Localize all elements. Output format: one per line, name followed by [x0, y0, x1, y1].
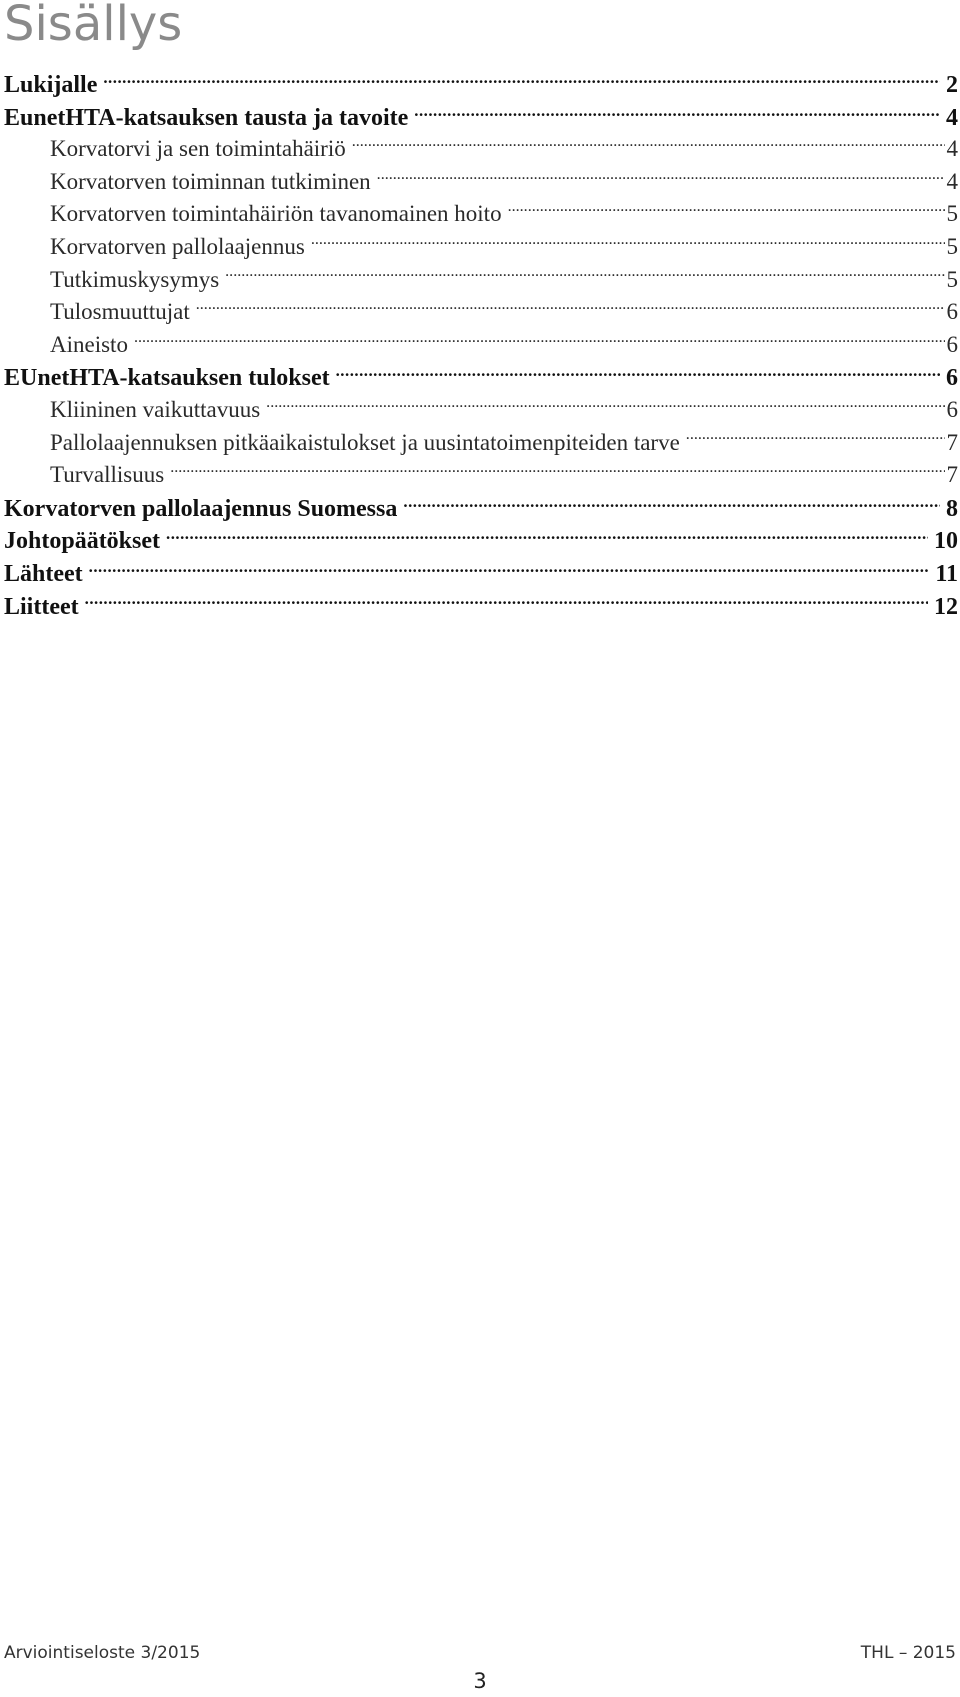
toc-dot-leader	[266, 394, 944, 417]
toc-subentry[interactable]	[4, 329, 958, 362]
toc-entry-label: Pallolaajennuksen pitkäaikaistulokset ja uusintatoimenpiteiden tarve	[50, 429, 680, 455]
toc-entry[interactable]	[4, 557, 958, 590]
toc-entry[interactable]	[4, 590, 958, 623]
toc-entry-page: 10	[934, 528, 958, 555]
toc-entry-page: 4	[946, 136, 958, 162]
toc-entry-label: Korvatorvi ja sen toimintahäiriö	[50, 136, 346, 162]
toc-entry-page: 6	[946, 331, 958, 357]
toc-subentry[interactable]	[4, 264, 958, 297]
toc-subentry[interactable]	[4, 198, 958, 231]
toc-entry-page: 4	[946, 104, 958, 131]
toc-dot-leader	[103, 68, 940, 92]
toc-subentry[interactable]	[4, 231, 958, 264]
toc-entry[interactable]	[4, 101, 958, 134]
toc-entry-label: Korvatorven toimintahäiriön tavanomainen hoito	[50, 201, 502, 227]
toc-entry-page: 7	[946, 462, 958, 488]
toc-entry-page: 2	[946, 72, 958, 98]
toc-entry[interactable]	[4, 68, 958, 101]
toc-entry-label: Lukijalle	[4, 72, 98, 98]
toc-entry-label: Turvallisuus	[50, 462, 165, 488]
toc-entry-page: 5	[946, 233, 958, 259]
toc-subentry[interactable]	[4, 133, 958, 166]
toc-entry-label: Liitteet	[4, 593, 79, 620]
toc-entry-label: Lähteet	[4, 560, 83, 587]
toc-dot-leader	[225, 264, 944, 287]
toc-entry-label: Korvatorven pallolaajennus Suomessa	[4, 495, 398, 522]
toc-entry-label: Kliininen vaikuttavuus	[50, 396, 261, 422]
toc-dot-leader	[85, 590, 928, 614]
toc-entry-label: EUnetHTA-katsauksen tulokset	[4, 365, 330, 392]
toc-subentry[interactable]	[4, 166, 958, 199]
toc-entry[interactable]	[4, 492, 958, 525]
toc-entry-page: 8	[946, 495, 958, 522]
toc-dot-leader	[336, 361, 940, 385]
toc-dot-leader	[89, 557, 930, 581]
table-of-contents	[4, 68, 958, 622]
toc-entry-page: 6	[946, 365, 958, 392]
toc-subentry[interactable]	[4, 459, 958, 492]
toc-entry-page: 12	[934, 593, 958, 620]
toc-entry-label: EunetHTA-katsauksen tausta ja tavoite	[4, 104, 409, 131]
toc-dot-leader	[403, 492, 940, 516]
toc-entry[interactable]	[4, 361, 958, 394]
footer-publication: Arviointiseloste 3/2015	[4, 1643, 201, 1663]
toc-entry-page: 6	[946, 299, 958, 325]
toc-dot-leader	[414, 101, 940, 125]
toc-subentry[interactable]	[4, 394, 958, 427]
toc-dot-leader	[352, 133, 945, 156]
toc-dot-leader	[170, 459, 944, 482]
toc-dot-leader	[377, 166, 945, 189]
toc-entry-label: Aineisto	[50, 331, 128, 357]
toc-entry-label: Tutkimuskysymys	[50, 266, 220, 292]
toc-entry[interactable]	[4, 524, 958, 557]
toc-dot-leader	[508, 198, 945, 221]
toc-entry-label: Korvatorven pallolaajennus	[50, 233, 305, 259]
toc-entry-label: Tulosmuuttujat	[50, 299, 190, 325]
toc-entry-page: 7	[946, 429, 958, 455]
toc-entry-label: Korvatorven toiminnan tutkiminen	[50, 168, 371, 194]
toc-subentry[interactable]	[4, 427, 958, 460]
page-number: 3	[473, 1669, 487, 1693]
toc-entry-page: 6	[946, 396, 958, 422]
page-title: Sisällys	[4, 0, 183, 52]
toc-dot-leader	[134, 329, 945, 352]
toc-entry-label: Johtopäätökset	[4, 528, 161, 555]
footer-publisher: THL – 2015	[860, 1643, 956, 1663]
toc-dot-leader	[196, 296, 945, 319]
toc-dot-leader	[686, 427, 945, 450]
toc-dot-leader	[311, 231, 945, 254]
toc-subentry[interactable]	[4, 296, 958, 329]
toc-entry-page: 5	[946, 266, 958, 292]
toc-entry-page: 5	[946, 201, 958, 227]
toc-entry-page: 11	[935, 560, 958, 587]
toc-dot-leader	[166, 524, 928, 548]
toc-entry-page: 4	[946, 168, 958, 194]
